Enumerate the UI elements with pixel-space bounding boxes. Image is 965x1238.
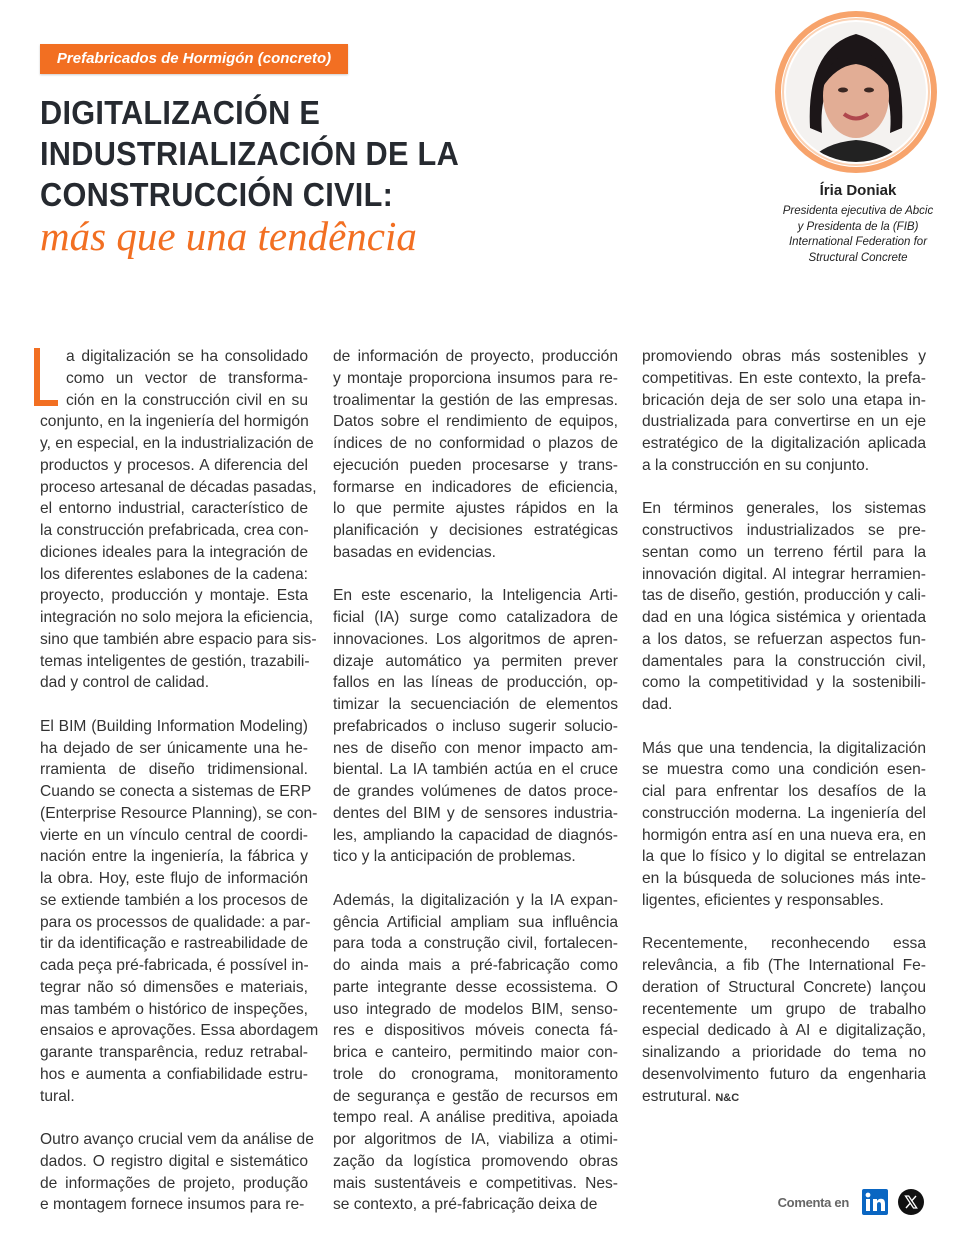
article-line <box>40 890 308 912</box>
article-line-text: conjunto, en la ingeniería del hormigón <box>40 413 309 431</box>
article-line-text: dizaje automático ya permiten prever <box>333 652 618 670</box>
article-line-text: do ainda mais a pré-fabricação como <box>333 957 618 974</box>
article-line-text: garante transparência, reduz retrabal- <box>40 1044 308 1061</box>
article-line <box>642 890 926 912</box>
article-paragraph <box>40 346 317 694</box>
share-footer <box>778 1188 925 1216</box>
headline-line: INDUSTRIALIZACIÓN DE LA <box>40 135 460 172</box>
article-line-text: formarse en indicadores de eficiencia, <box>333 478 618 496</box>
article-line-text: cada peça pré-fabricada, é possível in- <box>40 957 309 974</box>
article-line <box>333 1194 618 1216</box>
author-role <box>760 204 956 266</box>
article-line-text: prefabricados o incluso sugerir solucio- <box>333 717 618 735</box>
article-line-text: estrutural. <box>642 1087 712 1105</box>
article-line <box>40 738 308 760</box>
article-line-text: la obra. Hoy, este flujo de información <box>40 870 308 887</box>
article-line <box>642 346 926 368</box>
article-line <box>40 1042 308 1064</box>
article-line-text: uso integrado de modelos BIM, senso- <box>333 1000 618 1018</box>
article-line <box>40 912 311 934</box>
article-line-text: la construcción prefabricada, crea con- <box>40 522 309 539</box>
article-line <box>642 846 926 868</box>
article-line <box>40 542 308 564</box>
article-line-text: como un vector de transforma- <box>66 369 308 387</box>
article-line-text: dentes del BIM y de sensores industria- <box>333 804 618 822</box>
article-line <box>642 564 926 586</box>
article-line-text: dados. O registro digital e sistemático <box>40 1152 308 1170</box>
article-line-text: se contexto, a pré-fabricação deixa de <box>333 1196 598 1214</box>
article-line-text: promoviendo obras más sostenibles y <box>642 348 926 365</box>
article-line <box>642 433 926 455</box>
article-line-text: proyecto, producción y montaje. Esta <box>40 587 308 605</box>
article-line <box>333 955 618 977</box>
article-line-text: sentan como un terreno fértil para la <box>642 543 926 561</box>
headline-line: DIGITALIZACIÓN E <box>40 94 321 131</box>
article-line-text: la que lo físico y lo digital se entrelazan <box>642 848 926 866</box>
article-line-text: gência Artificial ampliam sua influência <box>333 913 618 931</box>
article-line <box>333 1129 618 1151</box>
article-line-text: integración no solo mejora la eficiencia, <box>40 609 314 626</box>
article-line <box>642 1042 926 1064</box>
article-line-text: ejecución pueden procesarse y trans- <box>333 456 618 474</box>
article-line-text: tico y la anticipación de problemas. <box>333 848 576 866</box>
article-line-text: Cuando se conecta a sistemas de ERP <box>40 783 312 800</box>
article-line <box>642 607 926 629</box>
article-line-text: especial dedicado à AI e digitalização, <box>642 1022 926 1040</box>
article-line <box>333 1107 618 1129</box>
headline-line: CONSTRUCCIÓN CIVIL: <box>40 176 394 213</box>
article-line-text: tegrar não só dimensões e materiais, <box>40 978 308 996</box>
article-line <box>40 477 317 499</box>
article-line <box>40 629 317 651</box>
article-line-text: nación entre la ingeniería, la fábrica y <box>40 848 308 866</box>
linkedin-icon[interactable] <box>861 1188 889 1216</box>
article-column-1 <box>40 346 319 1238</box>
article-line <box>333 977 618 999</box>
article-line <box>333 585 618 607</box>
article-line-text: por algoritmos de IA, viabiliza a otimi- <box>333 1131 618 1148</box>
article-line <box>642 781 926 803</box>
article-line <box>40 955 308 977</box>
article-line-text: Además, la digitalización y la IA expan- <box>333 891 618 909</box>
headline-subtitle: más que una tendência <box>40 213 417 259</box>
article-line <box>642 368 926 390</box>
article-line <box>642 694 926 716</box>
article-line-text: de segurança e gestão de recursos em <box>333 1087 618 1105</box>
article-line-text: Datos sobre el rendimiento de equipos, <box>333 413 618 431</box>
article-line <box>40 651 308 673</box>
article-line <box>642 585 926 607</box>
article-line <box>642 825 926 847</box>
article-line-text: bricación deja de ser solo una etapa in- <box>642 391 926 409</box>
article-line-text: proceso artesanal de décadas pasadas, <box>40 478 317 496</box>
article-line <box>66 346 308 368</box>
article-line-text: innovaciones. Los algoritmos de apren- <box>333 630 618 648</box>
article-line <box>642 1086 926 1110</box>
article-line-text: brica e canteiro, permitindo maior con- <box>333 1044 618 1061</box>
article-line <box>333 825 618 847</box>
article-line-text: el entorno industrial, característico de <box>40 500 308 518</box>
article-line-text: innovación digital. Al integrar herramien- <box>642 565 926 583</box>
article-line <box>642 999 926 1021</box>
article-line-text: para os processos de qualidade: a par- <box>40 913 311 931</box>
article-line-text: y, en especial, en la industrialización de <box>40 435 314 452</box>
article-line <box>333 672 618 694</box>
article-line-text: dad. <box>642 696 673 713</box>
article-line-text: ción en la construcción civil en su <box>66 391 308 409</box>
article-line-text: nes de diseño con menor impacto am- <box>333 739 618 757</box>
author-portrait <box>770 8 942 180</box>
article-line-text: desenvolvimento futuro da engenharia <box>642 1065 926 1083</box>
article-line-text: ha dejado de ser únicamente una he- <box>40 739 308 757</box>
article-line-text: lo que permite ajustes rápidos en la <box>333 500 618 518</box>
article-line <box>40 1129 314 1151</box>
article-line <box>66 368 308 390</box>
article-line <box>333 1173 618 1195</box>
article-line-text: para toda a construção civil, fortalecen- <box>333 935 618 953</box>
article-line-text: Outro avanço crucial vem da análise de <box>40 1131 314 1148</box>
article-line-text: ensaios e aprovações. Essa abordagem <box>40 1022 319 1040</box>
article-line <box>333 1064 618 1086</box>
article-line <box>40 759 308 781</box>
article-line <box>333 520 618 542</box>
article-line <box>40 433 314 455</box>
article-line <box>333 629 618 651</box>
article-line-text: trole do cronograma, monitoramento <box>333 1065 618 1083</box>
article-line-text: a la construcción en su conjunto. <box>642 456 870 474</box>
article-paragraph <box>40 1129 314 1216</box>
article-line-text: estratégico de la digitalización aplicada <box>642 435 926 452</box>
article-line <box>40 607 314 629</box>
headline <box>40 92 459 215</box>
article-line-text: (Enterprise Resource Planning), se con- <box>40 804 318 822</box>
article-line <box>333 999 618 1021</box>
article-paragraph <box>642 933 926 1109</box>
article-line <box>333 933 618 955</box>
article-paragraph <box>40 716 319 1108</box>
article-line <box>642 542 926 564</box>
article-line <box>642 411 926 433</box>
article-line <box>40 977 308 999</box>
article-line <box>333 716 618 738</box>
article-line-text: tempo real. A análise preditiva, apoiada <box>333 1109 618 1127</box>
article-line <box>642 977 926 999</box>
article-line-text: rramienta de diseño tridimensional. <box>40 761 308 779</box>
article-line <box>40 1064 308 1086</box>
article-paragraph <box>333 890 618 1216</box>
article-line <box>333 368 618 390</box>
article-line <box>333 498 618 520</box>
article-line-text: deration of Structural Concrete) lançou <box>642 978 926 996</box>
article-paragraph <box>333 346 618 564</box>
article-column-3 <box>642 346 926 1131</box>
article-paragraph <box>642 738 926 912</box>
comment-label: Comenta en <box>777 1194 849 1210</box>
article-line <box>40 825 308 847</box>
article-line-text: se extiende también a los procesos de <box>40 891 308 909</box>
article-line-text: competitivas. En este contexto, la prefa- <box>642 369 926 387</box>
article-line-text: sinalizando a prioridade do tema no <box>642 1044 926 1061</box>
article-line-text: les, ampliando la capacidad de diagnós- <box>333 826 618 844</box>
article-line <box>333 738 618 760</box>
author-role-line: International Federation for <box>788 236 928 248</box>
article-line <box>333 1042 618 1064</box>
article-line-text: damentales para la construcción civil, <box>642 652 926 670</box>
article-line <box>642 629 926 651</box>
article-line-text: sino que también abre espacio para sis- <box>40 630 317 648</box>
article-line <box>40 498 308 520</box>
article-line-text: los diferentes eslabones de la cadena: <box>40 565 308 583</box>
article-line-text: En este escenario, la Inteligencia Arti- <box>333 587 618 605</box>
article-line <box>333 433 618 455</box>
article-line <box>642 672 926 694</box>
article-line-text: Recentemente, reconhecendo essa <box>642 935 926 953</box>
article-line-text: mais sustentáveis e competitivas. Nes- <box>333 1174 618 1192</box>
article-line-text: zação da logística promovendo obras <box>333 1152 618 1170</box>
article-line-text: res e dispositivos móveis conecta fá- <box>333 1022 618 1040</box>
article-line-text: dad en una lógica sistémica y orientada <box>642 609 926 626</box>
article-paragraph <box>642 498 926 716</box>
article-line <box>642 1020 926 1042</box>
article-line <box>333 607 618 629</box>
author-name: Íria Doniak <box>819 182 897 199</box>
end-signature: N&C <box>715 1091 740 1104</box>
article-line <box>40 1151 308 1173</box>
article-line <box>40 868 308 890</box>
article-line <box>333 890 618 912</box>
article-line <box>66 390 308 412</box>
article-line <box>40 803 318 825</box>
article-line-text: hos e aumenta a confiabilidade estru- <box>40 1065 308 1083</box>
article-line <box>333 1086 618 1108</box>
article-line <box>642 868 926 890</box>
article-line <box>40 411 308 433</box>
article-line <box>642 955 926 977</box>
article-line <box>40 564 308 586</box>
article-line-text: a digitalización se ha consolidado <box>66 348 308 365</box>
article-line <box>333 346 618 368</box>
article-line-text: dustrializada para convertirse en un eje <box>642 413 926 431</box>
article-line-text: e montagem fornece insumos para re- <box>40 1196 305 1214</box>
article-line <box>642 651 926 673</box>
article-line <box>333 1151 618 1173</box>
article-line-text: de información de proyecto, producción <box>333 348 618 365</box>
article-line-text: Más que una tendencia, la digitalización <box>642 739 926 757</box>
article-line <box>40 455 308 477</box>
article-line-text: En términos generales, los sistemas <box>642 500 926 518</box>
author-role-line: Presidenta ejecutiva de Abcic <box>782 205 934 217</box>
article-line <box>333 542 618 564</box>
article-line-text: planificación y decisiones estratégicas <box>333 522 618 539</box>
article-line <box>40 585 308 607</box>
article-line <box>333 390 618 412</box>
article-line-text: troalimentar la gestión de las empresas. <box>333 391 618 409</box>
article-line-text: se muestra como una condición esen- <box>642 761 926 779</box>
article-line-text: parte integrante desse ecossistema. O <box>333 978 618 996</box>
article-line <box>40 999 308 1021</box>
article-line-text: ficial (IA) surge como catalizadora de <box>333 609 618 626</box>
article-line <box>40 1020 319 1042</box>
article-line <box>40 1194 308 1216</box>
article-line-text: y montaje proporciona insumos para re- <box>333 369 618 387</box>
article-line <box>642 933 926 955</box>
article-line-text: basadas en evidencias. <box>333 543 496 561</box>
article-line-text: El BIM (Building Information Modeling) <box>40 717 308 735</box>
article-line-text: hormigón entra así en una nueva era, en <box>642 826 926 844</box>
article-line-text: fallos en las líneas de producción, op- <box>333 674 618 692</box>
article-line-text: tir da identificação e rastreabilidade de <box>40 935 308 953</box>
article-line <box>333 411 618 433</box>
article-line <box>642 455 926 477</box>
article-column-2 <box>333 346 618 1238</box>
article-line-text: dad y control de calidad. <box>40 674 210 692</box>
article-line-text: constructivos industrializados se pre- <box>642 522 926 539</box>
article-line-text: como la competitividad y la sostenibili- <box>642 674 926 692</box>
article-line-text: timizar la secuenciación de elementos <box>333 696 618 713</box>
article-line <box>40 672 308 694</box>
article-line-text: temas inteligentes de gestión, trazabili- <box>40 652 310 670</box>
article-line-text: mas também o histórico de inspeções, <box>40 1000 308 1018</box>
article-line <box>642 498 926 520</box>
article-line <box>333 846 618 868</box>
article-line-text: construcción moderna. La ingeniería del <box>642 804 926 822</box>
article-line <box>40 933 308 955</box>
article-paragraph <box>642 346 926 477</box>
article-paragraph <box>333 585 618 868</box>
article-line <box>642 759 926 781</box>
article-line-text: vierte en un vínculo central de coordi- <box>40 826 308 844</box>
article-line <box>642 390 926 412</box>
article-line-text: ligentes, eficientes y responsables. <box>642 891 884 909</box>
article-line-text: índices de no conformidad o plazos de <box>333 435 618 452</box>
section-tag: Prefabricados de Hormigón (concreto) <box>40 44 348 74</box>
article-line <box>40 846 308 868</box>
article-line <box>40 1173 308 1195</box>
article-line <box>333 781 618 803</box>
article-line <box>333 651 618 673</box>
article-line-text: diciones ideales para la integración de <box>40 543 308 561</box>
x-icon[interactable] <box>897 1188 925 1216</box>
article-line-text: tas de diseño, gestión, producción y cali- <box>642 587 926 605</box>
article-line <box>40 520 308 542</box>
article-line <box>333 1020 618 1042</box>
article-line <box>40 781 312 803</box>
article-line <box>333 477 618 499</box>
article-line-text: en la búsqueda de soluciones más inte- <box>642 870 926 887</box>
article-line-text: productos y procesos. A diferencia del <box>40 456 308 474</box>
article-line <box>642 520 926 542</box>
article-line <box>40 1086 308 1108</box>
author-role-line: y Presidenta de la (FIB) <box>797 220 919 233</box>
article-line <box>333 803 618 825</box>
article-line <box>333 455 618 477</box>
article-line <box>333 694 618 716</box>
article-line-text: relevância, a fib (The International Fe- <box>642 957 926 974</box>
article-line <box>40 716 308 738</box>
author-role-line: Structural Concrete <box>808 251 908 264</box>
article-line-text: recentemente um grupo de trabalho <box>642 1000 926 1018</box>
article-line <box>642 803 926 825</box>
article-line-text: de informações de projeto, produção <box>40 1174 308 1192</box>
article-line-text: de grandes volúmenes de datos proce- <box>333 783 618 800</box>
article-line-text: cial para enfrentar los desafíos de la <box>642 783 926 800</box>
article-line-text: biental. La IA también actúa en el cruce <box>333 761 618 779</box>
article-line-text: a los datos, se refuerzan aspectos fun- <box>642 630 926 648</box>
drop-cap-l <box>34 348 60 408</box>
article-line <box>642 1064 926 1086</box>
article-line-text: tural. <box>40 1087 75 1105</box>
article-line <box>333 912 618 934</box>
article-line <box>642 738 926 760</box>
article-line <box>333 759 618 781</box>
